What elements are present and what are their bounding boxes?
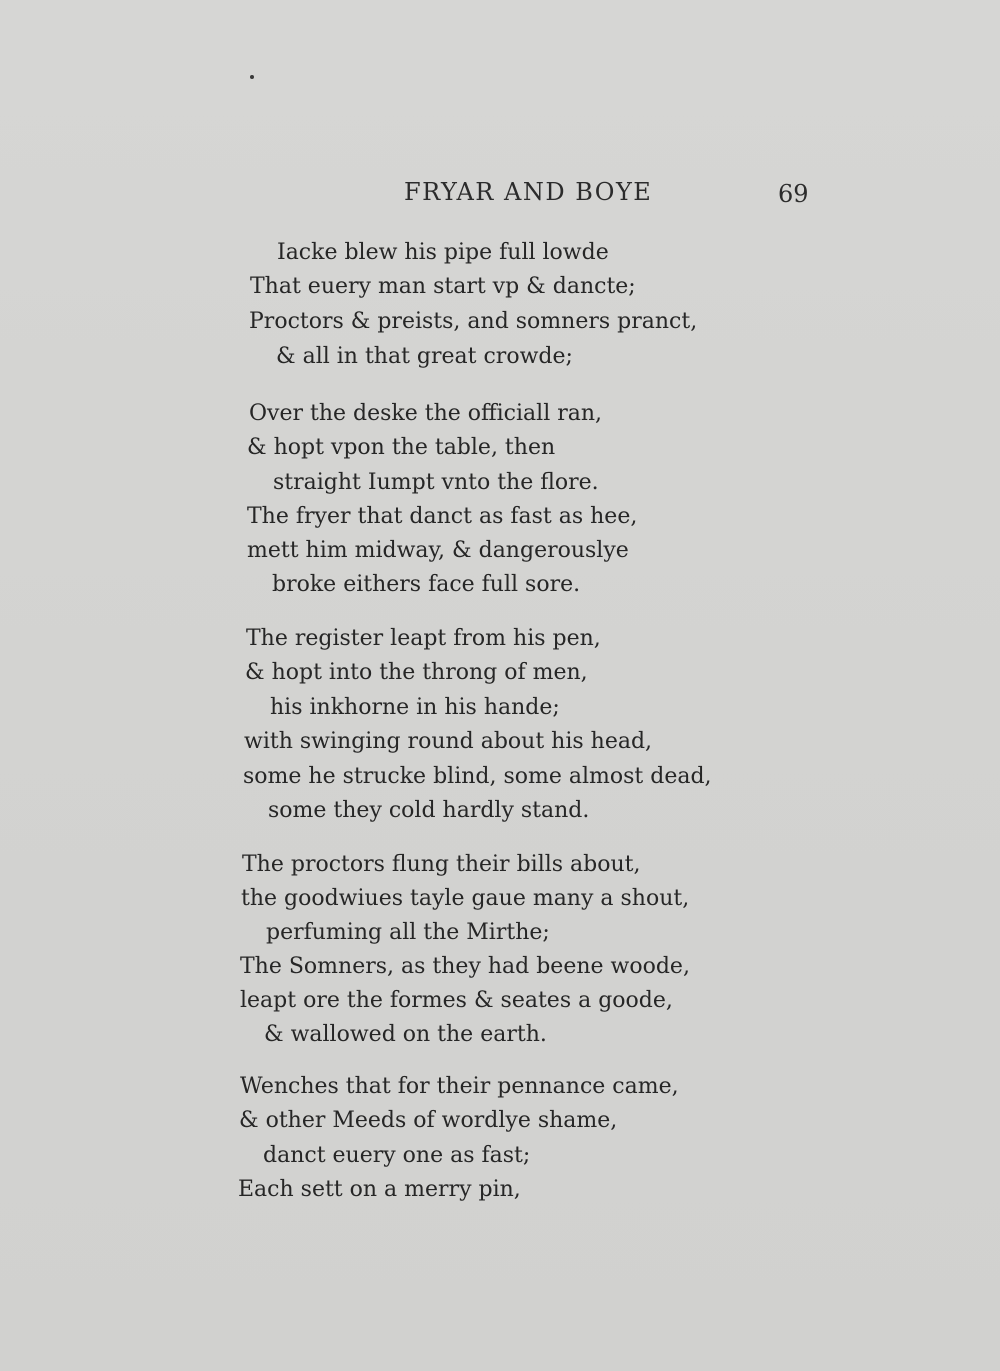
poem-line: The fryer that danct as fast as hee, [247, 504, 638, 529]
poem-line: mett him midway, & dangerouslye [247, 538, 629, 563]
poem-line: some he strucke blind, some almost dead, [243, 764, 712, 789]
poem-line: with swinging round about his head, [244, 729, 653, 754]
poem-line: Wenches that for their pennance came, [240, 1074, 679, 1099]
poem-line: some they cold hardly stand. [268, 798, 590, 823]
poem-line: That euery man start vp & dancte; [250, 274, 636, 299]
poem-line: & all in that great crowde; [276, 344, 573, 369]
poem-line: the goodwiues tayle gaue many a shout, [241, 886, 690, 911]
poem-line: & wallowed on the earth. [264, 1022, 547, 1047]
poem-line: perfuming all the Mirthe; [266, 920, 550, 945]
poem-line: The Somners, as they had beene woode, [240, 954, 690, 979]
poem-line: The proctors flung their bills about, [242, 852, 641, 877]
poem-line: Each sett on a merry pin, [238, 1177, 521, 1202]
poem-line: Proctors & preists, and somners pranct, [249, 309, 698, 334]
page-number: 69 [778, 180, 809, 208]
poem-line: his inkhorne in his hande; [270, 695, 560, 720]
poem-line: Iacke blew his pipe full lowde [277, 240, 609, 265]
poem-line: & hopt into the throng of men, [245, 660, 588, 685]
poem-line: leapt ore the formes & seates a goode, [240, 988, 673, 1013]
poem-line: danct euery one as fast; [263, 1143, 531, 1168]
poem-line: Over the deske the officiall ran, [249, 401, 603, 426]
poem-line: straight Iumpt vnto the flore. [273, 470, 599, 495]
poem-line: broke eithers face full sore. [272, 572, 581, 597]
running-head: FRYAR AND BOYE [404, 178, 653, 206]
poem-line: & hopt vpon the table, then [247, 435, 556, 460]
poem-line: The register leapt from his pen, [246, 626, 601, 651]
poem-line: & other Meeds of wordlye shame, [239, 1108, 618, 1133]
